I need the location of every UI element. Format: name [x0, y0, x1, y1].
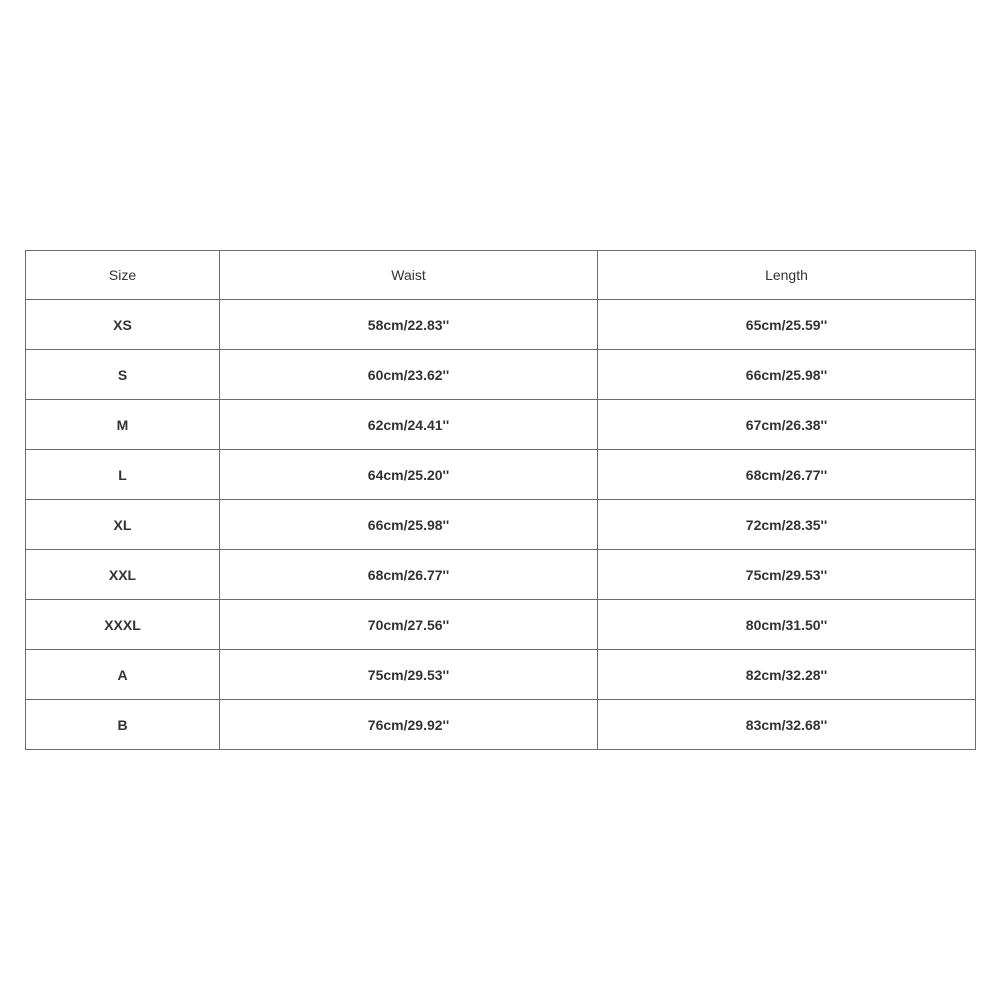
cell-length: 82cm/32.28'' — [598, 650, 976, 700]
size-chart-table — [25, 250, 976, 750]
cell-length: 68cm/26.77'' — [598, 450, 976, 500]
table-row — [26, 300, 976, 350]
cell-length: 67cm/26.38'' — [598, 400, 976, 450]
table-row — [26, 600, 976, 650]
cell-size: M — [26, 400, 220, 450]
header-waist: Waist — [220, 251, 598, 300]
cell-length: 83cm/32.68'' — [598, 700, 976, 750]
cell-waist: 60cm/23.62'' — [220, 350, 598, 400]
cell-waist: 66cm/25.98'' — [220, 500, 598, 550]
cell-size: S — [26, 350, 220, 400]
table-row — [26, 350, 976, 400]
cell-size: A — [26, 650, 220, 700]
cell-waist: 76cm/29.92'' — [220, 700, 598, 750]
table-row — [26, 700, 976, 750]
header-length: Length — [598, 251, 976, 300]
cell-waist: 70cm/27.56'' — [220, 600, 598, 650]
cell-size: XL — [26, 500, 220, 550]
cell-waist: 64cm/25.20'' — [220, 450, 598, 500]
cell-size: XXL — [26, 550, 220, 600]
table-row — [26, 400, 976, 450]
table-row — [26, 650, 976, 700]
cell-waist: 62cm/24.41'' — [220, 400, 598, 450]
table-row — [26, 450, 976, 500]
cell-length: 66cm/25.98'' — [598, 350, 976, 400]
cell-size: L — [26, 450, 220, 500]
table-row — [26, 550, 976, 600]
cell-length: 72cm/28.35'' — [598, 500, 976, 550]
cell-size: XS — [26, 300, 220, 350]
cell-length: 75cm/29.53'' — [598, 550, 976, 600]
cell-length: 65cm/25.59'' — [598, 300, 976, 350]
cell-waist: 68cm/26.77'' — [220, 550, 598, 600]
cell-waist: 75cm/29.53'' — [220, 650, 598, 700]
cell-length: 80cm/31.50'' — [598, 600, 976, 650]
cell-size: XXXL — [26, 600, 220, 650]
cell-size: B — [26, 700, 220, 750]
header-size: Size — [26, 251, 220, 300]
table-body — [26, 300, 976, 750]
table-row — [26, 500, 976, 550]
table-header-row — [26, 251, 976, 300]
cell-waist: 58cm/22.83'' — [220, 300, 598, 350]
